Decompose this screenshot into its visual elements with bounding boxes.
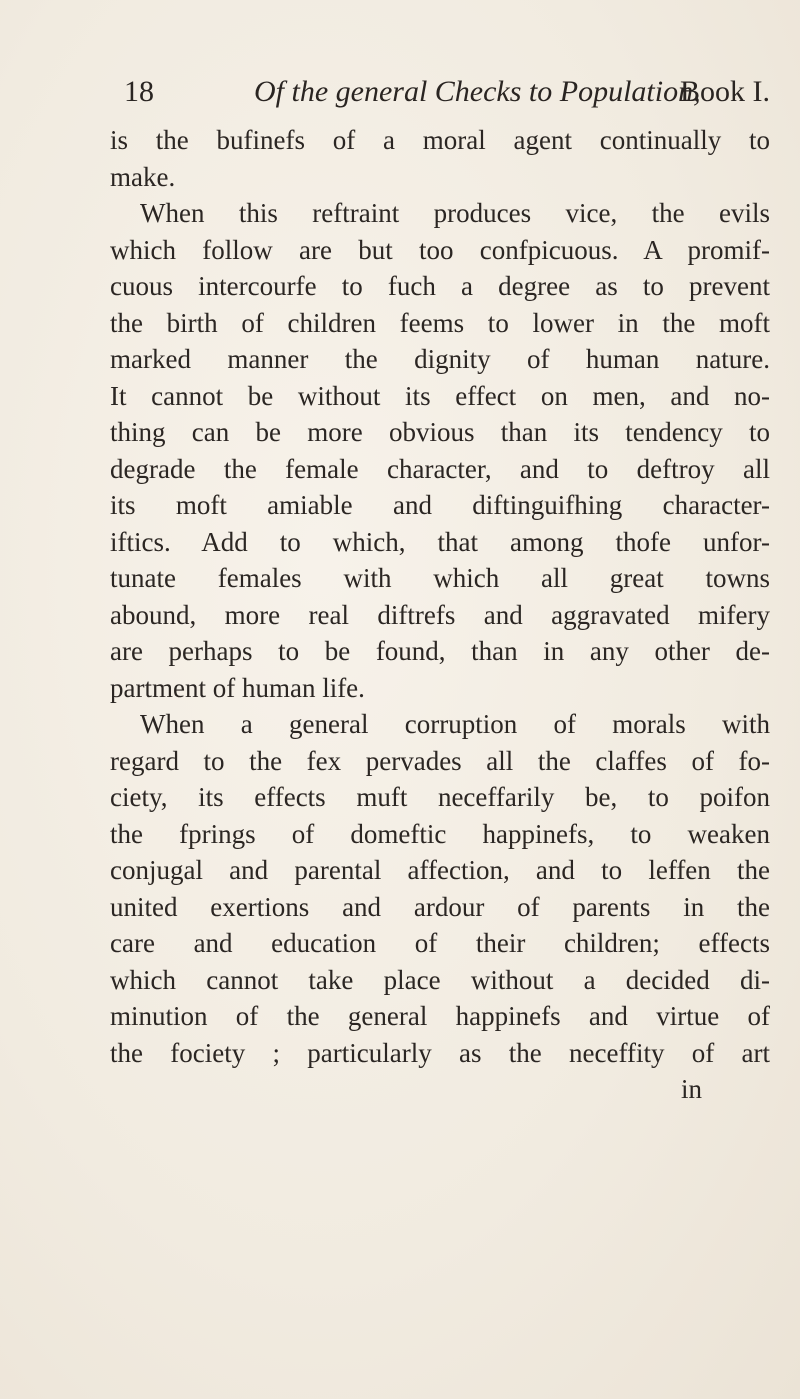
body-text	[110, 122, 770, 1108]
paragraph-start-line: When a general corruption of morals with	[140, 709, 770, 739]
text-line: the birth of children feems to lower in the moft	[110, 307, 770, 338]
text-line: is the bufinefs of a moral agent continually to	[110, 125, 770, 155]
text-line: thing can be more obvious than its tendency to	[110, 417, 770, 447]
paragraph-start-line: When this reftraint produces vice, the evils	[140, 198, 770, 228]
text-line: abound, more real diftrefs and aggravated mifery	[110, 599, 770, 630]
text-line: make.	[110, 161, 176, 192]
text-line: marked manner the dignity of human nature.	[110, 344, 770, 374]
text-line: degrade the female character, and to deftroy all	[110, 453, 770, 484]
book-label: Book I.	[680, 75, 770, 108]
text-line: conjugal and parental affection, and to leffen the	[110, 855, 770, 885]
text-line: which cannot take place without a decided di-	[110, 964, 770, 995]
text-line: the fprings of domeftic happinefs, to weaken	[110, 818, 770, 849]
text-line: the fociety ; particularly as the neceffity of art	[110, 1037, 770, 1068]
text-line: ciety, its effects muft neceffarily be, to poifon	[110, 782, 770, 812]
page-number: 18	[124, 75, 154, 108]
running-title: Of the general Checks to Population,	[254, 75, 701, 108]
catchword: in	[680, 1074, 702, 1104]
page-header	[124, 72, 770, 112]
text-line: cuous intercourfe to fuch a degree as to prevent	[110, 271, 770, 301]
text-line: partment of human life.	[110, 672, 365, 703]
text-line: are perhaps to be found, than in any other de-	[110, 636, 770, 666]
text-line: iftics. Add to which, that among thofe unfor-	[110, 526, 770, 557]
text-line: minution of the general happinefs and virtue of	[110, 1001, 770, 1031]
text-line: united exertions and ardour of parents in the	[110, 891, 770, 922]
text-line: its moft amiable and diftinguifhing character-	[110, 490, 770, 520]
text-line: care and education of their children; effects	[110, 928, 770, 958]
text-line: It cannot be without its effect on men, and no-	[110, 380, 770, 411]
text-line: tunate females with which all great towns	[110, 563, 770, 593]
text-line: which follow are but too confpicuous. A promif-	[110, 234, 770, 265]
text-line: regard to the fex pervades all the claffes of fo-	[110, 745, 770, 776]
